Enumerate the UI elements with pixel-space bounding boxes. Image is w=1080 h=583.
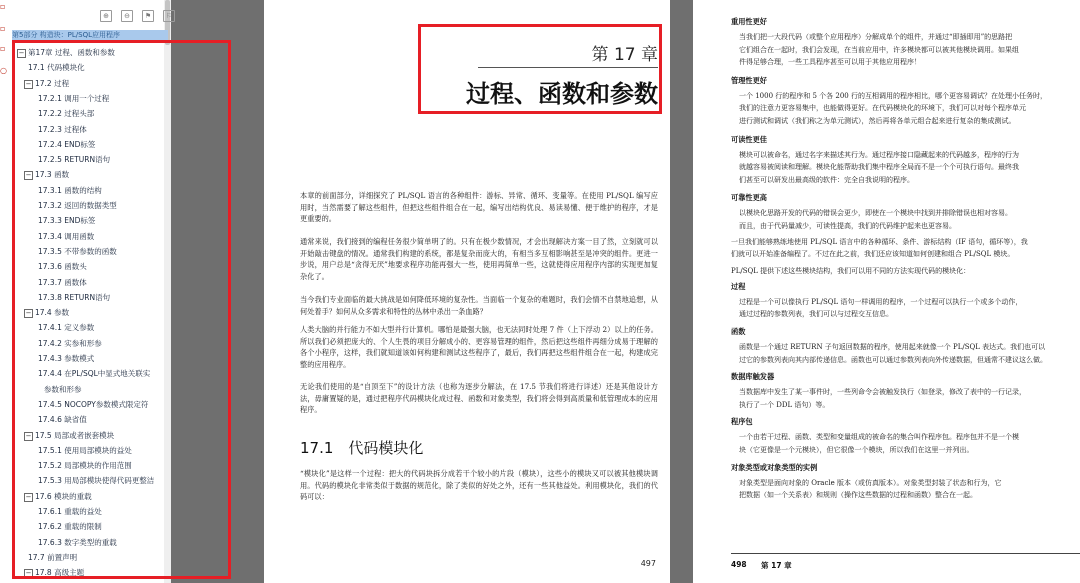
sidebar-bookmark-item[interactable]: 17.2.3 过程体 <box>38 124 87 134</box>
sidebar-bookmark-item[interactable]: 17.2.4 END标签 <box>38 139 96 149</box>
page-number: 497 <box>640 559 656 568</box>
paragraph: 本章的前面部分，详细探究了 PL/SQL 语言的各种组件：游标、异常、循环、变量等。在使用 PL/SQL 编写应用时，当然需要了解这些组件，但把这些组件组合在一起，编写出结构优良、易读易懂、便于维护的程序，才是更重要的。 <box>300 191 658 224</box>
term-heading: 过程 <box>731 281 746 291</box>
text-line: 函数是一个通过 RETURN 子句返回数据的程序，使用起来就像一个 PL/SQL 表达式。我们也可以 <box>739 343 1046 351</box>
sidebar-bookmark-item[interactable]: 17.3.1 函数的结构 <box>38 185 102 195</box>
term-heading: 可靠性更高 <box>731 193 767 203</box>
term-heading: 函数 <box>731 327 746 336</box>
paragraph: 通常来说，我们接到的编程任务很少简单明了的。只有在极少数情况，才会出现解决方案一目了然，立刻就可以开始敲击键盘的情况。通常我们构建的系统，都是复杂而庞大的，有相当多互相影响甚至是冲突的组件。更进一步说，用户总是“贪得无厌”地要求程序功能再强大一些，使用再简单一些，这就使得应用程序内部的实现更加复杂化了。 <box>300 237 658 281</box>
term-heading: 可读性更佳 <box>731 134 767 144</box>
expand-all-icon[interactable]: ⊕ <box>100 10 112 22</box>
tree-toggle[interactable]: − <box>25 171 32 180</box>
pdf-page-497 <box>264 0 670 583</box>
selected-bookmark[interactable]: 第5部分 构造块：PL/SQL应用程序 <box>12 30 168 40</box>
text-line: 一个由若干过程、函数、类型和变量组成的被命名的集合叫作程序包。程序包并不是一个模 <box>739 433 1019 442</box>
text-line: 它们组合在一起时，我们会发现，在当前应用中，许多模块都可以被其他模块调用。如果组 <box>739 45 1019 54</box>
sidebar-bookmark-item[interactable]: 17.2.1 调用一个过程 <box>38 93 110 103</box>
sidebar-bookmark-item[interactable]: 17.5.2 局部模块的作用范围 <box>38 461 132 471</box>
sidebar-bookmark-item[interactable]: 17.4.5 NOCOPY参数模式限定符 <box>38 399 149 409</box>
sidebar-bookmark-item[interactable]: 17.4.3 参数模式 <box>38 354 95 363</box>
sidebar-bookmark-item[interactable]: 17.3.8 RETURN语句 <box>38 292 111 302</box>
sidebar-bookmark-item[interactable]: 17.3.6 函数头 <box>38 262 87 272</box>
text-line: 进行测试和调试（我们称之为单元测试），然后再将各单元组合起来进行复杂的集成测试。 <box>739 117 1016 125</box>
sidebar-bookmark-item[interactable]: 17.6.2 重载的限制 <box>38 522 102 532</box>
sidebar-bookmark-item[interactable]: 17.3 函数 <box>35 170 70 180</box>
sidebar-bookmark-item[interactable]: 17.3.2 返回的数据类型 <box>38 201 117 210</box>
sidebar-bookmark-item[interactable]: 17.8 高级主题 <box>35 568 85 578</box>
text-line: 通过过程的参数列表，我们可以与过程交互信息。 <box>739 310 893 319</box>
running-chapter: 第 17 章 <box>761 561 792 570</box>
text-line: 一个 1000 行的程序和 5 个各 200 行的互相调用的程序相比，哪个更容易调试？在处理小任务时， <box>739 91 1047 100</box>
sidebar-bookmark-item[interactable]: 参数和形参 <box>44 384 82 394</box>
bookmark-outline-icon[interactable]: ⚐ <box>163 10 175 22</box>
sidebar-bookmark-item[interactable]: 17.2 过程 <box>35 78 70 88</box>
sidebar-toolbar <box>100 10 175 24</box>
text-line: 块（它更像是一个元模块），但它很像一个模块，所以我们在这里一并列出。 <box>739 446 974 454</box>
pdf-page-498 <box>693 0 1080 583</box>
search-icon[interactable]: ○ <box>0 66 7 75</box>
sidebar-bookmark-item[interactable]: 17.2.5 RETURN语句 <box>38 155 111 165</box>
tree-toggle[interactable]: − <box>18 49 25 57</box>
text-line: 一旦我们能够熟练地使用 PL/SQL 语言中的各种循环、条件、游标结构（IF 语句，循环等），我 <box>731 237 1028 246</box>
text-line: 过它的参数列表向其内部传递信息。函数也可以通过参数列表向外传递数据，但通常不建议这么做。 <box>739 355 1047 364</box>
tree-toggle[interactable]: − <box>25 569 32 578</box>
sidebar-bookmark-item[interactable]: 17.4.4 在PL/SQL中显式地关联实 <box>38 369 151 379</box>
sidebar-bookmark-item[interactable]: 17.6.1 重载的益处 <box>38 507 102 516</box>
sidebar-bookmark-item[interactable]: 第17章 过程、函数和参数 <box>28 48 115 57</box>
text-line: 当我们把一大段代码（或整个应用程序）分解成单个的组件，并通过“即插即用”的思路把 <box>739 33 1013 41</box>
chapter-rule <box>478 67 658 68</box>
section-heading: 17.1 代码模块化 <box>300 439 424 457</box>
term-heading: 重用性更好 <box>731 17 767 26</box>
text-line: 而且，由于代码量减少，可读性提高，我们的代码维护起来也更容易。 <box>739 222 956 230</box>
bookmark-icon[interactable]: ⚑ <box>142 10 154 22</box>
text-line: PL/SQL 提供下述这些模块结构，我们可以用不同的方法实现代码的模块化： <box>731 267 971 276</box>
sidebar-bookmark-item[interactable]: 17.4.6 缺省值 <box>38 415 87 425</box>
text-line: 件得足够合理，一些工具程序甚至可以用于其他应用程序！ <box>739 58 921 67</box>
sidebar-bookmark-item[interactable]: 17.3.5 不带参数的函数 <box>38 246 117 256</box>
layers-icon[interactable]: ▫ <box>0 44 6 53</box>
text-line: 们就可以开始准备编程了。不过在此之前，我们还应该知道如何创建和组合 PL/SQL 模块。 <box>731 250 1015 259</box>
term-heading: 对象类型或对象类型的实例 <box>731 462 818 472</box>
sidebar-bookmark-item[interactable]: 17.4.1 定义参数 <box>38 323 95 333</box>
page-number: 498 <box>731 560 747 569</box>
footer-rule <box>731 553 1080 554</box>
text-line: 模块可以被命名，通过名字来描述其行为。通过程序接口隐藏起来的代码越多，程序的行为 <box>739 150 1019 159</box>
sidebar-bookmark-item[interactable]: 17.5.1 使用局部模块的益处 <box>38 445 132 455</box>
sidebar-bookmark-item[interactable]: 17.4.2 实参和形参 <box>38 338 102 348</box>
text-line: 以模块化思路开发的代码的错误会更少，即使在一个模块中找到并排除错误也相对容易。 <box>739 209 1012 218</box>
collapse-all-icon[interactable]: ⊖ <box>121 10 133 22</box>
sidebar-bookmark-item[interactable]: 17.3.7 函数体 <box>38 277 87 287</box>
tree-toggle[interactable]: − <box>25 431 32 440</box>
tree-toggle[interactable]: − <box>25 309 32 318</box>
chapter-title: 过程、函数和参数 <box>466 80 658 108</box>
text-line: 对象类型是面向对象的 Oracle 版本（或仿真版本）。对象类型封装了状态和行为，它 <box>739 478 1002 487</box>
sidebar-bookmark-item[interactable]: 17.6.3 数字类型的重载 <box>38 537 117 547</box>
sidebar-bookmark-item[interactable]: 17.3.4 调用函数 <box>38 231 95 241</box>
highlight-frame <box>12 40 231 579</box>
sidebar-bookmark-item[interactable]: 17.2.2 过程头部 <box>38 109 95 119</box>
paragraph: 无论我们使用的是“自顶至下”的设计方法（也称为逐步分解法，在 17.5 节我们将进行详述）还是其他设计方法，毋庸置疑的是，通过把程序代码模块化成过程、函数和对象类型，我们将会得到高质量和低管理成本的应用程序。 <box>300 382 658 415</box>
paragraph: 当今我们专业面临的最大挑战是如何降低环境的复杂性。当面临一个复杂的难题时，我们会情不自禁地追想，从何处着手？如何从众多需求和特性的丛林中杀出一条血路？ <box>300 295 658 316</box>
text-line: 就越容易被阅读和理解。模块化能帮助我们集中程序全局而不是一个个可执行语句。最终我 <box>739 163 1019 172</box>
sidebar-bookmark-item[interactable]: 17.5.3 用局部模块使得代码更整洁 <box>38 476 155 486</box>
text-line: 们甚至可以研发出最高级的软件：完全自我说明的程序。 <box>739 175 914 184</box>
sidebar-bookmark-item[interactable]: 17.6 模块的重载 <box>35 491 92 501</box>
sidebar-bookmark-item[interactable]: 17.7 前置声明 <box>28 552 78 562</box>
sidebar-bookmark-item[interactable]: 17.3.3 END标签 <box>38 216 96 226</box>
sidebar-bookmark-item[interactable]: 17.1 代码模块化 <box>28 63 85 73</box>
document-icon[interactable]: ▫ <box>0 2 6 11</box>
attachment-icon[interactable]: ▫ <box>0 24 6 33</box>
text-line: 把数据（如一个关系表）和规则（操作这些数据的过程和函数）整合在一起。 <box>739 491 977 500</box>
text-line: 当数据库中发生了某一事件时，一些列命令会被触发执行（如登录，修改了表中的一行记录， <box>739 388 1026 397</box>
chapter-number: 第 17 章 <box>591 45 658 65</box>
tree-toggle[interactable]: − <box>25 492 32 501</box>
text-line: 执行了一个 DDL 语句）等。 <box>739 400 830 409</box>
term-heading: 管理性更好 <box>731 75 767 85</box>
section-paragraph: “模块化”是这样一个过程：把大的代码块拆分成若干个较小的片段（模块），这些小的模块又可以被其他模块调用。代码的模块化非常类似于数据的规范化，除了类似的好处之外，还有一些其他益处。利用模块化，我们的代码可以： <box>300 469 658 502</box>
tree-toggle[interactable]: − <box>25 79 32 88</box>
text-line: 过程是一个可以像执行 PL/SQL 语句一样调用的程序，一个过程可以执行一个或多个动作， <box>739 297 1023 306</box>
text-line: 我们的注意力更容易集中，也能做得更好。在代码模块化的环境下，我们可以对每个程序单元 <box>739 104 1026 113</box>
sidebar-bookmark-item[interactable]: 17.4 参数 <box>35 308 70 318</box>
term-heading: 程序包 <box>731 417 753 427</box>
term-heading: 数据库触发器 <box>731 372 775 382</box>
paragraph: 人类大脑的并行能力不如大型并行计算机。哪怕是最强大脑，也无法同时处理 7 件（上下浮动 2）以上的任务。所以我们必须把庞大的、个人生畏的项目分解成小的、更容易管理的组件，然后把这些组件再细分成易于理解的各个小程序，这样，我们就知道该如何构建和测试这些程序了，最后，我们再把这些组件组合在一起，构建成完整的应用程序。 <box>300 325 658 369</box>
sidebar-bookmark-item[interactable]: 17.5 局部或者嵌套模块 <box>35 430 115 440</box>
